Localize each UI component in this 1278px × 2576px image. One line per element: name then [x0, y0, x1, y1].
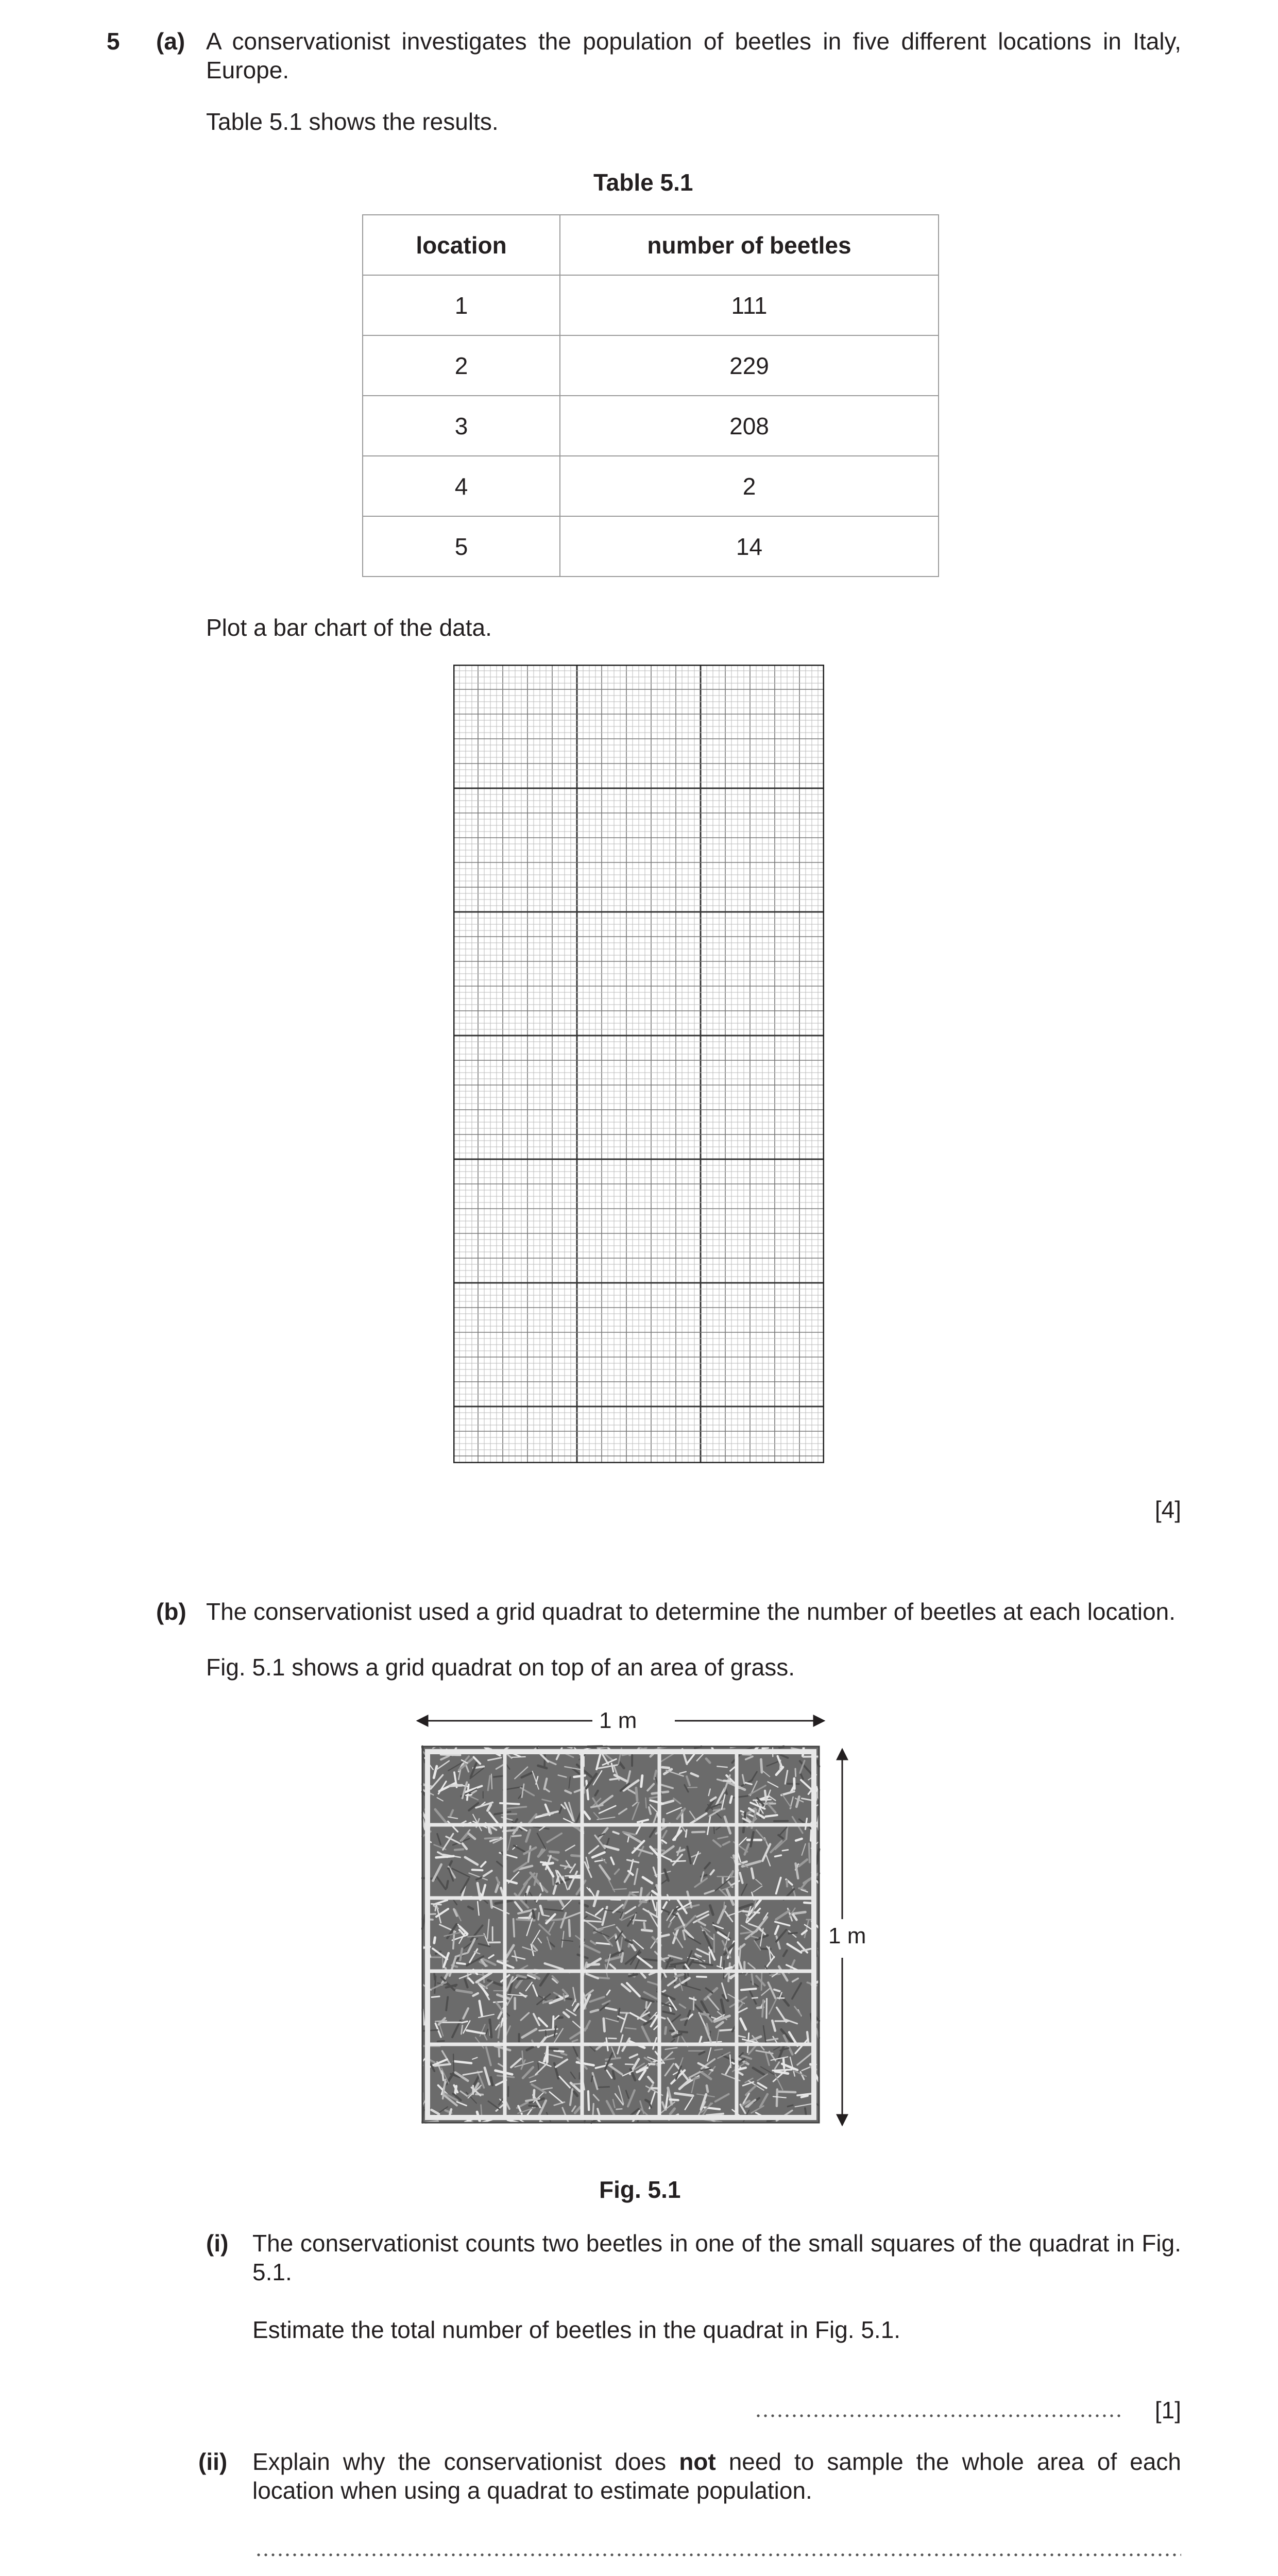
table-row [363, 275, 939, 335]
cell-location: 1 [363, 275, 560, 335]
cell-beetles: 2 [560, 456, 939, 516]
part-b-i-marks: [1] [1154, 2397, 1181, 2424]
quadrat-figure [371, 1700, 886, 2154]
fig-5-1-caption: Fig. 5.1 [599, 2176, 681, 2203]
header-location: location [363, 215, 560, 275]
fig-5-1-reference: Fig. 5.1 shows a grid quadrat on top of an area of grass. [206, 1654, 795, 1681]
cell-beetles: 111 [560, 275, 939, 335]
part-b-i-text: The conservationist counts two beetles in one of the small squares of the quadrat in Fig. 5.1. [252, 2230, 1181, 2285]
part-b-ii-text-a: Explain why the conservationist does [252, 2448, 679, 2475]
cell-location: 4 [363, 456, 560, 516]
question-number: 5 [107, 28, 120, 55]
cell-location: 5 [363, 516, 560, 577]
table-reference: Table 5.1 shows the results. [206, 108, 499, 135]
part-b-i-task: Estimate the total number of beetles in the quadrat in Fig. 5.1. [252, 2316, 901, 2343]
header-number-of-beetles: number of beetles [560, 215, 939, 275]
cell-beetles: 208 [560, 396, 939, 456]
part-b-i-label: (i) [206, 2230, 229, 2257]
cell-location: 3 [363, 396, 560, 456]
table-row [363, 516, 939, 577]
dimension-top-label: 1 m [599, 1708, 637, 1733]
part-b-ii-text [252, 2447, 1181, 2505]
answer-line-i[interactable] [755, 2414, 1124, 2418]
table-row [363, 456, 939, 516]
results-table [362, 214, 939, 577]
table-header-row [363, 215, 939, 275]
cell-beetles: 229 [560, 335, 939, 396]
table-row [363, 335, 939, 396]
grass-texture [422, 1747, 819, 2123]
answer-line-ii-1[interactable] [255, 2553, 1181, 2557]
part-a-label: (a) [156, 28, 185, 55]
part-b-ii-not: not [679, 2448, 716, 2475]
cell-location: 2 [363, 335, 560, 396]
table-title: Table 5.1 [593, 169, 693, 196]
part-b-ii-text-b: need to sample the whole area of each location when using a quadrat to estimate population. [252, 2448, 1181, 2504]
part-b-ii-label: (ii) [198, 2448, 228, 2475]
graph-paper-grid[interactable] [453, 665, 824, 1463]
part-a-marks: [4] [1154, 1496, 1181, 1523]
dimension-side-label: 1 m [828, 1923, 866, 1948]
part-a-intro: A conservationist investigates the population of beetles in five different locations in Italy, Europe. [206, 28, 1181, 83]
cell-beetles: 14 [560, 516, 939, 577]
part-b-intro: The conservationist used a grid quadrat to determine the number of beetles at each location. [206, 1598, 1176, 1625]
table-row [363, 396, 939, 456]
part-b-label: (b) [156, 1598, 186, 1625]
bar-chart-instruction: Plot a bar chart of the data. [206, 614, 492, 641]
